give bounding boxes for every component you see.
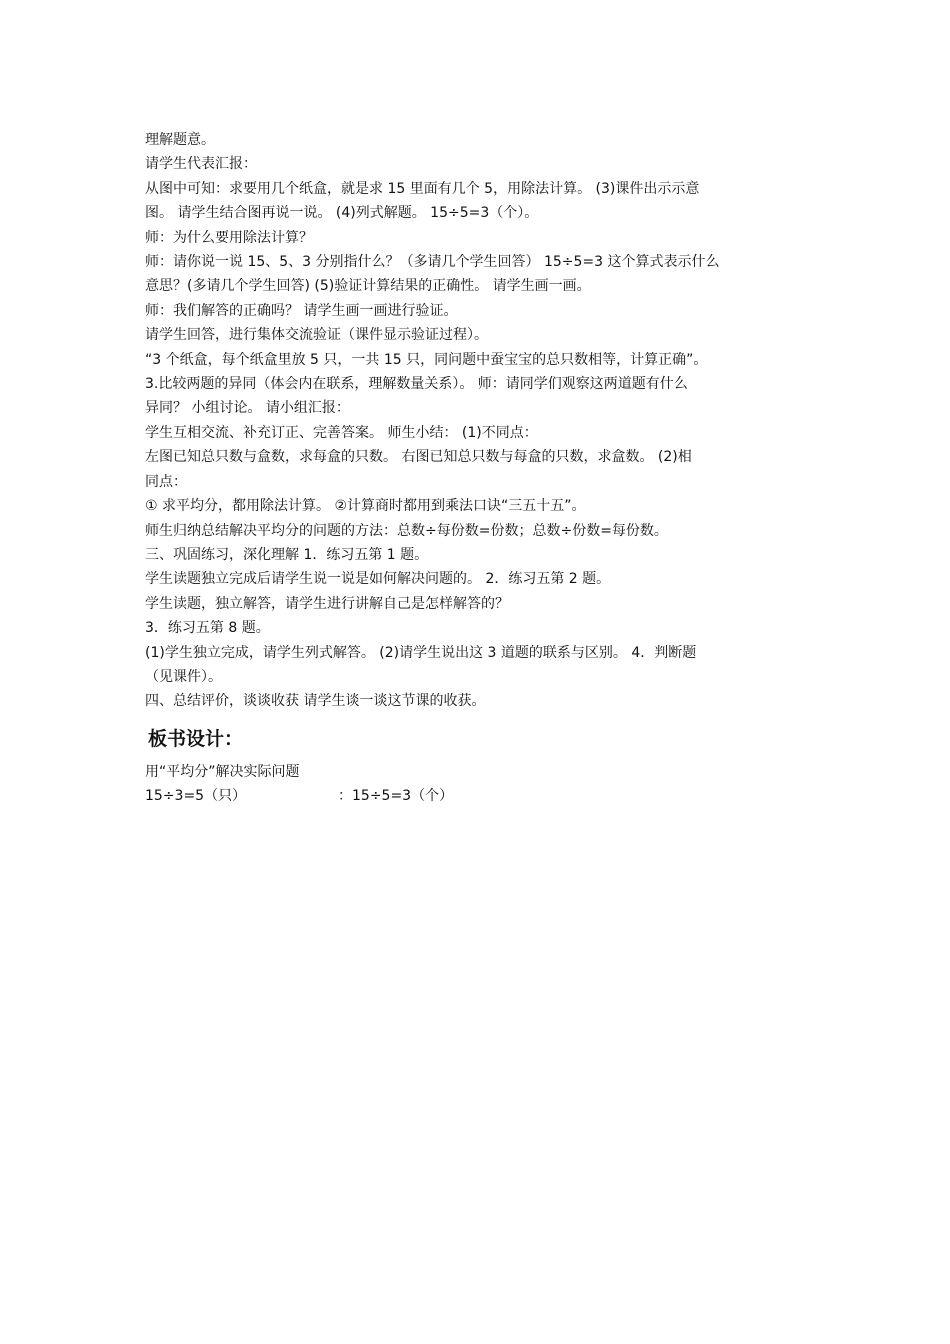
paragraph-lines bbox=[145, 128, 810, 714]
text-line: 师：为什么要用除法计算？ bbox=[145, 229, 313, 246]
text-line: 师：我们解答的正确吗？ 请学生画一画进行验证。 bbox=[145, 302, 458, 319]
text-line: 意思？(多请几个学生回答) (5)验证计算结果的正确性。 请学生画一画。 bbox=[145, 278, 591, 295]
text-line: 学生互相交流、补充订正、完善答案。 师生小结： (1)不同点： bbox=[145, 424, 538, 441]
text-line: “3 个纸盒，每个纸盒里放 5 只，一共 15 只，同问题中蚕宝宝的总只数相等，计算正确”。 bbox=[145, 351, 708, 368]
text-line: 师：请你说一说 15、5、3 分别指什么？（多请几个学生回答） 15÷5=3 这个算式表示什么 bbox=[145, 254, 720, 271]
text-line: ① 求平均分，都用除法计算。 ②计算商时都用到乘法口诀“三五十五”。 bbox=[145, 498, 586, 515]
text-line: （见课件）。 bbox=[145, 668, 222, 685]
formula-row bbox=[145, 784, 810, 808]
text-line: 异同？ 小组讨论。 请小组汇报： bbox=[145, 400, 350, 417]
text-line: 四、总结评价，谈谈收获 请学生谈一谈这节课的收获。 bbox=[145, 693, 486, 710]
text-line: 三、巩固练习，深化理解 1．练习五第 1 题。 bbox=[145, 546, 429, 563]
text-line: 3.比较两题的异同（体会内在联系，理解数量关系）。 师：请同学们观察这两道题有什么 bbox=[145, 376, 688, 393]
text-line: 从图中可知：求要用几个纸盒，就是求 15 里面有几个 5，用除法计算。 (3)课件出示示意 bbox=[145, 180, 700, 197]
text-line: 学生读题，独立解答，请学生进行讲解自己是怎样解答的？ bbox=[145, 595, 509, 612]
text-line: 师生归纳总结解决平均分的问题的方法：总数÷每份数=份数；总数÷份数=每份数。 bbox=[145, 522, 668, 539]
document-body bbox=[145, 128, 810, 809]
text-line: 学生读题独立完成后请学生说一说是如何解决问题的。 2．练习五第 2 题。 bbox=[145, 571, 611, 588]
section-heading: 板书设计： bbox=[148, 727, 244, 750]
text-line: 左图已知总只数与盒数，求每盒的只数。 右图已知总只数与每盒的只数，求盒数。 (2)相 bbox=[145, 449, 692, 466]
text-line: 请学生代表汇报： bbox=[145, 156, 257, 173]
text-line: 3．练习五第 8 题。 bbox=[145, 620, 270, 637]
formula-right: ：15÷5=3（个） bbox=[338, 788, 454, 805]
text-line: 图。 请学生结合图再说一说。 (4)列式解题。 15÷5=3（个）。 bbox=[145, 205, 539, 222]
text-line: 理解题意。 bbox=[145, 132, 215, 148]
board-title: 用“平均分”解决实际问题 bbox=[145, 763, 300, 780]
text-line: 同点： bbox=[145, 473, 187, 490]
text-line: 请学生回答，进行集体交流验证（课件显示验证过程）。 bbox=[145, 327, 488, 344]
formula-left: 15÷3=5（只） bbox=[145, 788, 247, 805]
text-line: (1)学生独立完成，请学生列式解答。 (2)请学生说出这 3 道题的联系与区别。 4．判断题 bbox=[145, 644, 697, 661]
